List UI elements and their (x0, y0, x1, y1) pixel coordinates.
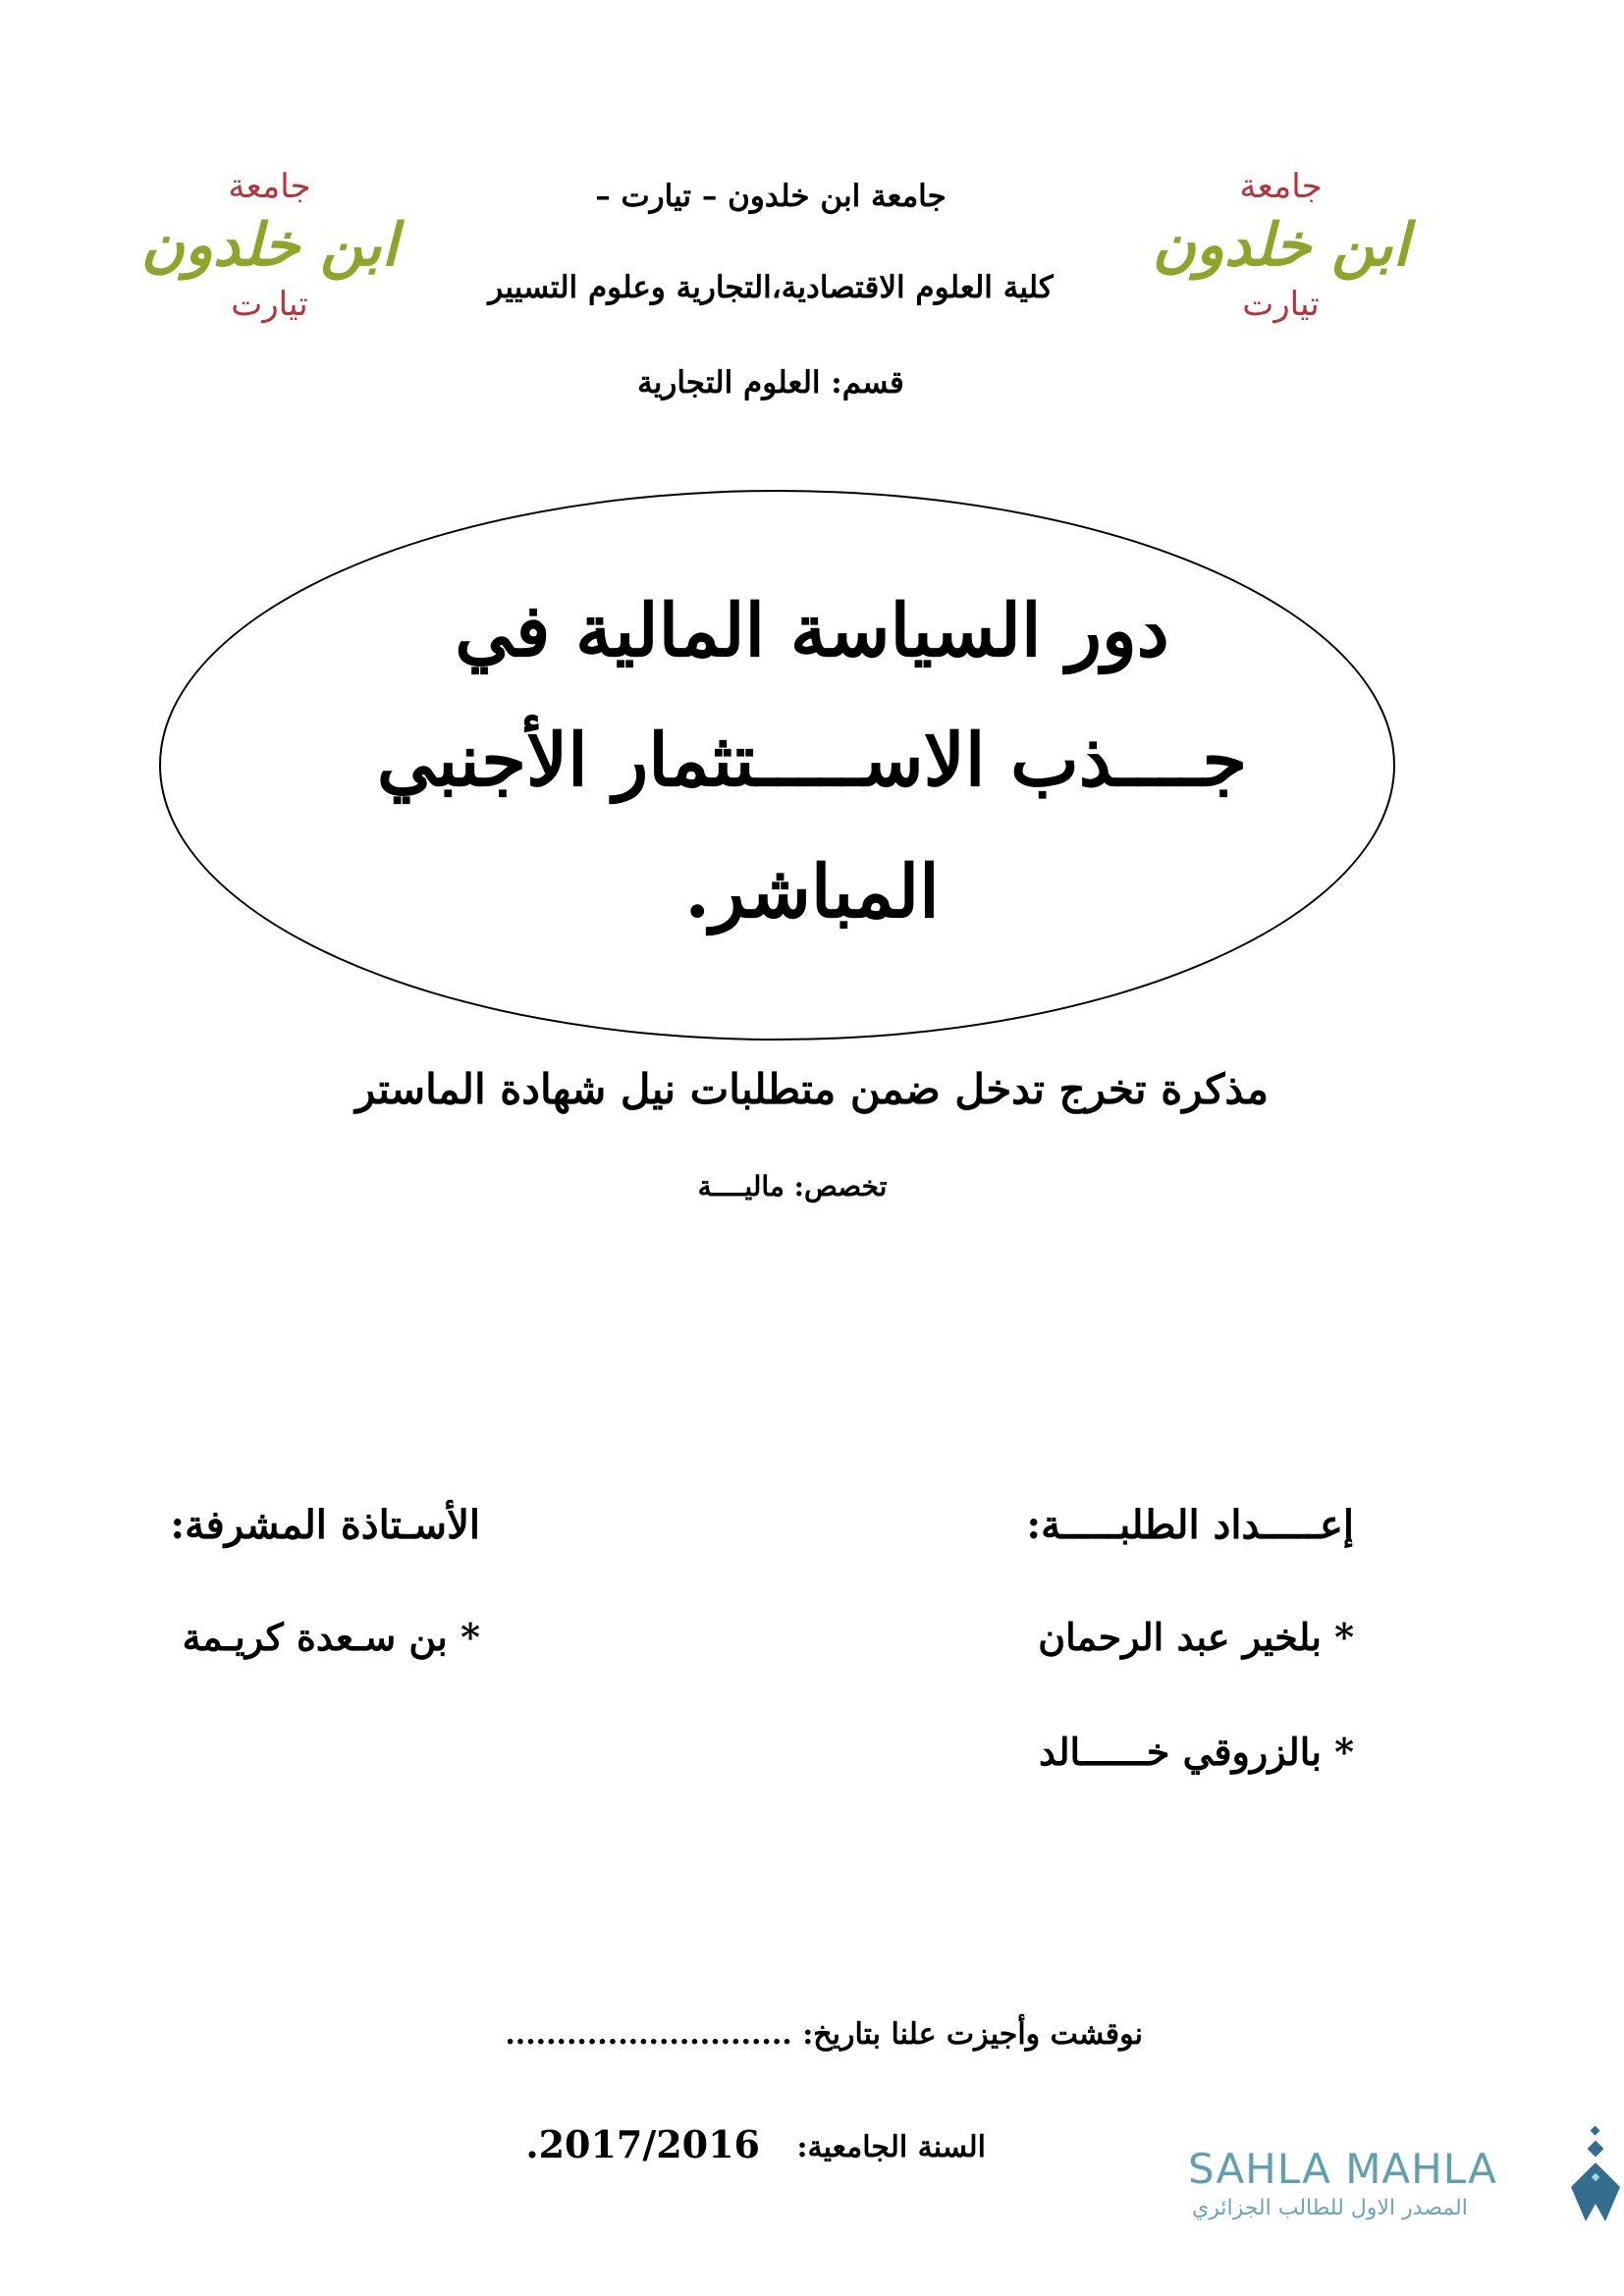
thesis-title-line1: دور السياسة المالية في (455, 589, 1169, 673)
logo-text: تيارت (231, 285, 308, 324)
university-name: جامعة ابن خلدون – تيارت – (595, 179, 947, 214)
watermark-name: SAHLA MAHLA (1188, 2145, 1497, 2193)
thesis-title-line2: جــــذب الاســـــتثمار الأجنبي (376, 719, 1248, 803)
logo-text: جامعة (228, 167, 311, 206)
faculty-name: كلية العلوم الاقتصادية،التجارية وعلوم التسيير (488, 270, 1054, 305)
academic-year: 2017/2016. (525, 2122, 760, 2166)
defense-date: نوقشت وأجيزت علنا بتاريخ: ............................ (505, 2017, 1143, 2052)
students-label: إعـــــداد الطلبـــــة: (1026, 1502, 1354, 1548)
sahla-mahla-logo-icon (1566, 2125, 1624, 2223)
supervisor-label: الأسـتاذة المشرفة: (170, 1502, 480, 1548)
department-name: قسم: العلوم التجارية (637, 365, 904, 400)
logo-text: ابن خلدون (140, 211, 399, 280)
supervisor-name: * بن سـعدة كريـمة (182, 1615, 480, 1659)
university-logo-right (1152, 147, 1410, 384)
sahla-mahla-watermark (1178, 2115, 1620, 2233)
logo-text: تيارت (1242, 285, 1320, 324)
student-name: * بالزروقي خــــــالد (1039, 1730, 1354, 1774)
thesis-subtitle: مذكرة تخرج تدخل ضمن متطلبات نيل شهادة الماستر (355, 1065, 1269, 1113)
watermark-slogan: المصدر الاول للطالب الجزائري (1192, 2196, 1468, 2220)
logo-text: ابن خلدون (1152, 211, 1410, 280)
student-name: * بلخير عبد الرحمان (1038, 1615, 1354, 1659)
specialty: تخصص: ماليــــة (697, 1170, 888, 1202)
logo-text: جامعة (1239, 167, 1323, 206)
academic-year-label: السنة الجامعية: (796, 2130, 986, 2164)
university-logo-left (140, 147, 399, 384)
thesis-title-line3: المباشر. (684, 850, 940, 934)
